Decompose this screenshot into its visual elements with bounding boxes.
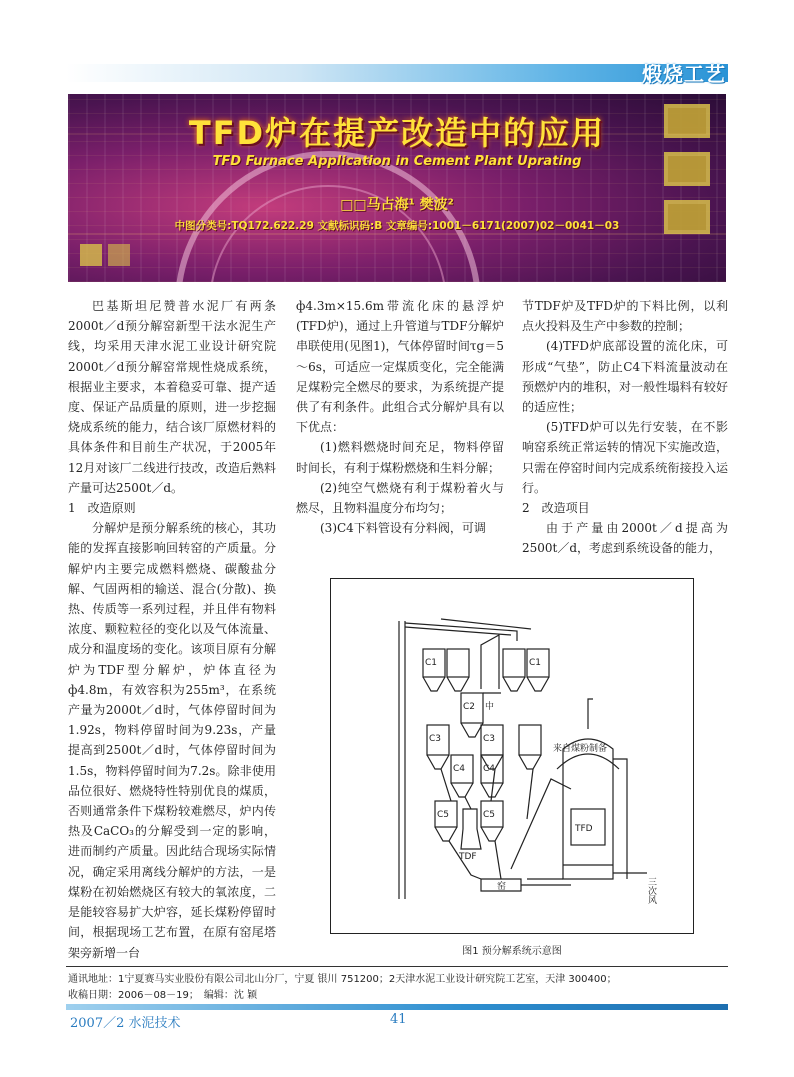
label-c5-mid: C5	[483, 810, 496, 820]
classification-line: 中图分类号:TQ172.622.29 文献标识码:B 文章编号:1001－6171(2007)02－0041－03	[174, 220, 620, 232]
figure-caption: 图1 预分解系统示意图	[462, 946, 562, 957]
paragraph: 分解炉是预分解系统的核心，其功能的发挥直接影响回转窑的产质量。分解炉内主要完成燃料燃烧、碳酸盐分解、气固两相的输送、混合(分散)、换热、传质等一系列过程，并且伴有物料浓度、颗粒粒径的变化以及气体流量、成分和温度场的变化。该项目原有分解炉为TDF型分解炉，炉体直径为ф4.8m，有效容积为255m³，在系统产量为2000t／d时，气体停留时间为1.92s，物料停留时间为9.23s，产量提高到2500t／d时，气体停留时间为1.5s，物料停留时间为7.2s。除非使用品位很好、燃烧特性特别优良的煤质，否则通常条件下煤粉较难燃尽，炉内传热及CaCO₃的分解受到一定的影响，进而制约产质量。因此结合现场实际情况，确定采用离线分解炉的方法，一是煤粉在初始燃烧区有较大的氧浓度，二是能较容易扩大炉容，延长煤粉停留时间，根据现场工艺布置，在原有窑尾塔架旁新增一台	[68, 521, 276, 960]
label-c1-left: C1	[425, 658, 438, 668]
label-c4-mid: C4	[483, 764, 496, 774]
label-zhong: 中	[485, 702, 495, 712]
text-column-3	[522, 296, 728, 559]
paragraph: ф4.3m×15.6m带流化床的悬浮炉(TFD炉)，通过上升管道与TDF分解炉串联使用(见图1)，气体停留时间τg＝5～6s，可适应一定煤质变化，完全能满足煤粉完全燃尽的要求，为系统提产提供了有利条件。此组合式分解炉具有以下优点：	[296, 299, 504, 435]
title-banner	[68, 94, 726, 282]
footnote-dates: 收稿日期：2006－08－19； 编辑：沈 颖	[68, 990, 258, 1001]
label-c1-right: C1	[529, 658, 542, 668]
article-subtitle: TFD Furnace Application in Cement Plant Uprating	[212, 154, 582, 169]
label-c2: C2	[463, 702, 476, 712]
paragraph: 巴基斯坦尼赞普水泥厂有两条2000t／d预分解窑新型干法水泥生产线，均采用天津水泥工业设计研究院2000t／d预分解窑常规性烧成系统，根据业主要求，本着稳妥可靠、提产适度、保证产品质量的原则，进一步挖掘烧成系统的能力，结合该厂原燃材料的具体条件和目前生产状况，于2005年12月对该厂二线进行技改，改造后熟料产量可达2500t／d。	[68, 299, 276, 495]
label-tfd: TFD	[575, 824, 593, 834]
page-number: 41	[390, 1012, 407, 1027]
figure-diagram	[330, 578, 694, 934]
label-tdf: TDF	[459, 852, 477, 862]
text-column-2	[296, 296, 504, 538]
article-title: TFD炉在提产改造中的应用	[188, 114, 606, 152]
journal-issue: 2007／2 水泥技术	[70, 1016, 181, 1031]
footnote-address: 通讯地址：1宁夏赛马实业股份有限公司北山分厂，宁夏 银川 751200；2天津水泥工业设计研究院工艺室，天津 300400；	[68, 974, 617, 985]
section-heading: 1 改造原则	[68, 501, 136, 516]
label-c5-left: C5	[437, 810, 450, 820]
label-tertiary-air: 三次风	[646, 877, 656, 904]
list-item: (2)纯空气燃烧有利于煤粉着火与燃尽，且物料温度分布均匀；	[296, 480, 504, 516]
label-c4-left: C4	[453, 764, 466, 774]
paragraph: 由于产量由2000t／d提高为2500t／d，考虑到系统设备的能力，	[522, 521, 728, 556]
list-item: (4)TFD炉底部设置的流化床，可形成“气垫”，防止C4下料流量波动在预燃炉内的堆积，对一般性塌料有较好的适应性；	[522, 339, 728, 415]
preheater-system-diagram	[331, 579, 693, 933]
paragraph: 节TDF炉及TFD炉的下料比例，以利点火投料及生产中参数的控制；	[522, 299, 728, 334]
page-footer-bar	[66, 1004, 728, 1010]
section-title: 煅烧工艺	[642, 62, 726, 86]
list-item: (1)燃料燃烧时间充足，物料停留时间长，有利于煤粉燃烧和生料分解；	[296, 440, 504, 475]
list-item: (5)TFD炉可以先行安装，在不影响窑系统正常运转的情况下实施改造，只需在停窑时间内完成系统衔接投入运行。	[522, 420, 728, 495]
label-c3-left: C3	[429, 734, 442, 744]
label-c3-mid: C3	[483, 734, 496, 744]
footnote-divider	[66, 966, 728, 967]
label-kiln: 窑	[497, 882, 507, 892]
header-bar	[66, 64, 728, 82]
text-column-1	[68, 296, 276, 963]
label-coal-source: 来自煤粉制备	[553, 744, 608, 754]
article-authors: □□马占海¹ 樊波²	[340, 197, 454, 213]
section-heading: 2 改造项目	[522, 501, 590, 516]
list-item: (3)C4下料管设有分料阀，可调	[320, 521, 486, 536]
